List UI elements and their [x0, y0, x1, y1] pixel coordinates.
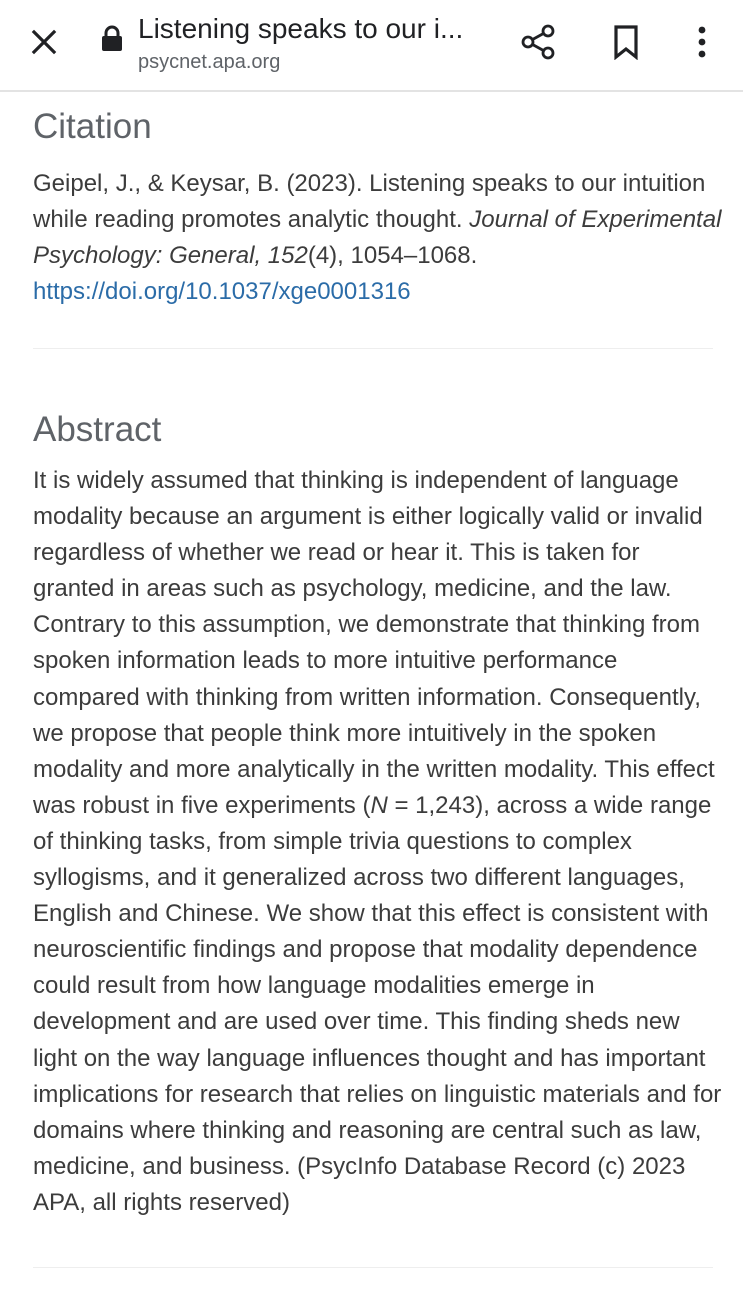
- lock-icon[interactable]: [100, 24, 124, 54]
- article-content: [33, 100, 723, 1268]
- citation-authors-title: Geipel, J., & Keysar, B. (2023). Listening speaks to our intuition while reading promotes analytic thought.: [33, 170, 706, 233]
- abstract-n-symbol: N: [370, 791, 388, 819]
- abstract-text-part-1: It is widely assumed that thinking is independent of language modality because an argument is either logically valid or invalid regardless of whether we read or hear it. This is taken for granted in areas such as psychology, medicine, and the law. Contrary to this assumption, we demonstrate that thinking from spoken information leads to more intuitive performance compared with thinking from written information. Consequently, we propose that people think more intuitively in the spoken modality and more analytically in the written modality. This effect was robust in five experiments (: [33, 467, 715, 819]
- more-vert-icon[interactable]: [682, 20, 722, 64]
- share-icon[interactable]: [516, 20, 560, 64]
- citation-heading: Citation: [33, 107, 152, 146]
- citation-journal: Journal of Experimental Psychology: General, 152: [33, 206, 722, 269]
- page-info[interactable]: [138, 12, 498, 76]
- abstract-text: [33, 463, 723, 1221]
- browser-toolbar: [0, 0, 743, 92]
- citation-issue: (4),: [307, 242, 344, 269]
- doi-link[interactable]: https://doi.org/10.1037/xge0001316: [33, 278, 411, 305]
- page-title: Listening speaks to our i...: [138, 13, 464, 44]
- close-icon[interactable]: [24, 22, 64, 62]
- page-host: psycnet.apa.org: [138, 51, 281, 73]
- citation-pages: 1054–1068.: [350, 242, 478, 269]
- section-divider: [33, 348, 713, 349]
- abstract-heading: Abstract: [33, 410, 162, 449]
- citation-text: [33, 166, 723, 310]
- abstract-text-part-2: = 1,243), across a wide range of thinking tasks, from simple trivia questions to complex syllogisms, and it generalized across two different languages, English and Chinese. We show that this effect is consistent with neuroscientific findings and propose that modality dependence could result from how language modalities emerge in development and are used over time. This finding sheds new light on the way language influences thought and has important implications for research that relies on linguistic materials and for domains where thinking and reasoning are central such as law, medicine, and business. (PsycInfo Database Record (c) 2023 APA, all rights reserved): [33, 791, 722, 1216]
- section-divider: [33, 1267, 713, 1268]
- bookmark-icon[interactable]: [604, 20, 648, 64]
